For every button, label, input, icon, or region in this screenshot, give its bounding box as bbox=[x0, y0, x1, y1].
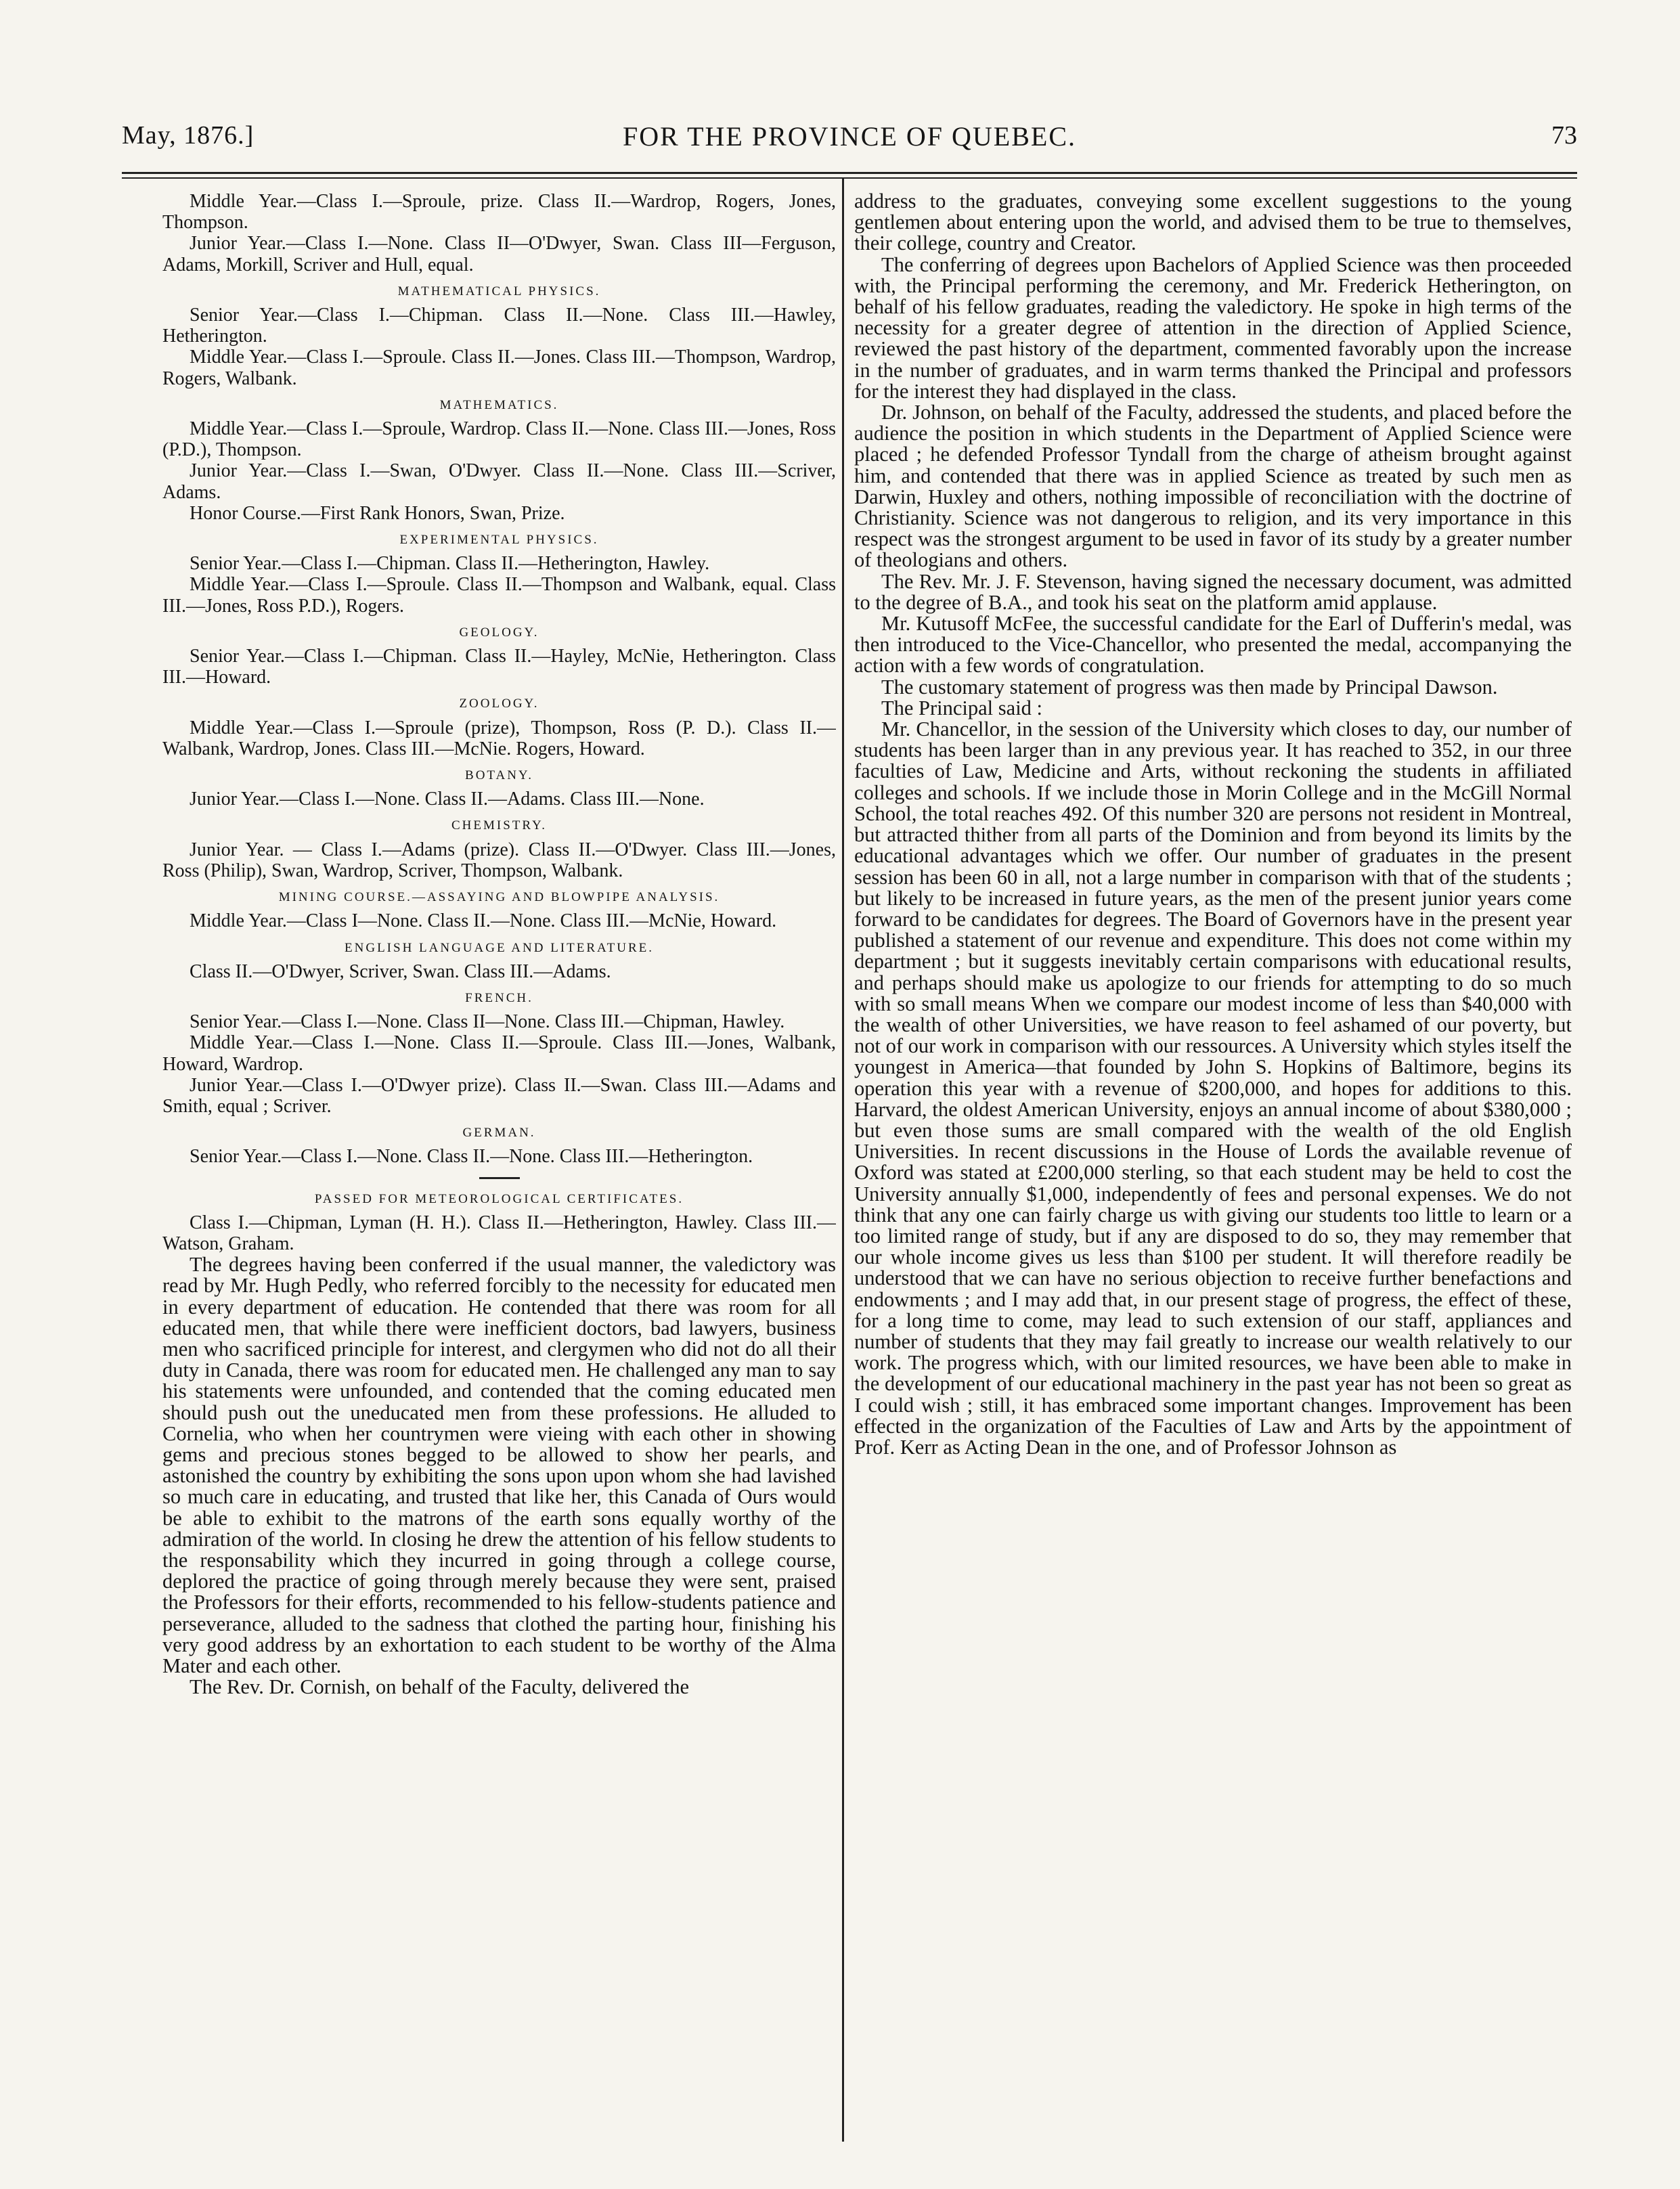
header-rule-thin bbox=[122, 177, 1577, 179]
paragraph: Mr. Chancellor, in the session of the University which closes to day, our number of students has been larger than in any previous year. It has reached to 352, in our three faculties of Law, Medicine and Arts, without reckoning the students in affiliated colleges and schools. If we include those in Morin College and in the McGill Normal School, the total reaches 492. Of this number 320 are persons not resident in Montreal, but attracted thither from all parts of the Dominion and from beyond its limits by the educational advantages which we offer. Our number of graduates in the present session has been 60 in all, not a large number in comparison with that of the students ; but likely to be increased in future years, as the men of the present junior years come forward to be candidates for degrees. The Board of Governors have in the present year published a statement of our revenue and expenditure. This does not come within my department ; but it suggests inevitably certain comparisons with educational results, and perhaps should make us apologize to our friends for attempting to do so much with so small means When we compare our modest income of less than $40,000 with the wealth of other Universities, we have reason to feel ashamed of our poverty, but not of our work in comparison with our ressources. A University which styles itself the youngest in America—that founded by John S. Hopkins of Baltimore, begins its operation this year with a revenue of $200,000, and hopes for additions to this. Harvard, the oldest American University, enjoys an annual income of about $380,000 ; but even those sums are small compared with the wealth of the old English Universities. In recent discussions in the House of Lords the available revenue of Oxford was stated at £200,000 sterling, so that each student may be held to cost the University annually $1,000, independently of fees and personal expenses. We do not think that any one can fairly charge us with giving our students too little to learn or a too limited range of study, but if any are disposed to do so, they may remember that our whole income gives us less than $100 per student. It will therefore readily be understood that we can have no serious objection to receive further benefactions and endowments ; and I may add that, in our present stage of progress, the effect of these, for a long time to come, may lead to such extension of our staff, appliances and number of students that they may fail greatly to increase our wealth relatively to our work. The progress which, with our limited resources, we have been able to make in the development of our educational machinery in the past year has not been so great as I could wish ; still, it has embraced some important changes. Improvement has been effected in the organization of the Faculties of Law and Arts by the appointment of Prof. Kerr as Acting Dean in the one, and of Professor Johnson as bbox=[854, 717, 1572, 1459]
class-list-entry: Junior Year.—Class I.—Swan, O'Dwyer. Class II.—None. Class III.—Scriver, Adams. bbox=[162, 460, 836, 503]
class-list-entry: Middle Year.—Class I.—None. Class II.—Sproule. Class III.—Jones, Walbank, Howard, Wardrop. bbox=[162, 1032, 836, 1075]
section-subheading: FRENCH. bbox=[465, 990, 533, 1005]
header-rule bbox=[122, 172, 1577, 174]
page-number: 73 bbox=[1551, 121, 1577, 150]
class-list-entry: Class II.—O'Dwyer, Scriver, Swan. Class III.—Adams. bbox=[190, 960, 611, 982]
running-header bbox=[122, 120, 1577, 161]
header-date: May, 1876.] bbox=[122, 121, 255, 150]
class-list-entry: Middle Year.—Class I—None. Class II.—None. Class III.—McNie, Howard. bbox=[190, 910, 777, 932]
section-subheading: MATHEMATICS. bbox=[439, 397, 559, 412]
column-divider bbox=[842, 179, 844, 2142]
section-subheading: MINING COURSE.—ASSAYING AND BLOWPIPE ANALYSIS. bbox=[278, 890, 720, 905]
paragraph: The conferring of degrees upon Bachelors of Applied Science was then proceeded with, the Principal performing the ceremony, and Mr. Frederick Hetherington, on behalf of his fellow graduates, reading the valedictory. He spoke in high terms of the necessity for a greater degree of attention in the direction of Applied Science, reviewed the past history of the department, commented favorably upon the increase in the number of graduates, and in warm terms thanked the Principal and professors for the interest they had displayed in the class. bbox=[854, 252, 1572, 403]
section-subheading: GEOLOGY. bbox=[459, 625, 539, 640]
class-list-entry: Senior Year.—Class I.—Chipman. Class II.—Hetherington, Hawley. bbox=[190, 553, 710, 575]
class-list-entry: Honor Course.—First Rank Honors, Swan, Prize. bbox=[190, 502, 565, 524]
class-list-entry: Middle Year.—Class I.—Sproule. Class II.—Jones. Class III.—Thompson, Wardrop, Rogers, Walbank. bbox=[162, 347, 836, 389]
class-list-entry: Senior Year.—Class I.—Chipman. Class II.—None. Class III.—Hawley, Hetherington. bbox=[162, 305, 836, 347]
section-subheading: EXPERIMENTAL PHYSICS. bbox=[399, 533, 599, 548]
section-subheading: ENGLISH LANGUAGE AND LITERATURE. bbox=[345, 940, 654, 955]
class-list-entry: Middle Year.—Class I.—Sproule (prize), Thompson, Ross (P. D.). Class II.—Walbank, Wardrop, Jones. Class III.—McNie. Rogers, Howard. bbox=[162, 717, 836, 759]
paragraph: address to the graduates, conveying some excellent suggestions to the young gentlemen about entering upon the world, and advised them to be true to themselves, their college, country and Creator. bbox=[854, 191, 1572, 255]
paragraph: The customary statement of progress was then made by Principal Dawson. bbox=[881, 675, 1498, 699]
section-subheading: GERMAN. bbox=[462, 1126, 536, 1141]
paragraph: The Principal said : bbox=[881, 696, 1043, 720]
class-list-entry: Junior Year.—Class I.—O'Dwyer prize). Class II.—Swan. Class III.—Adams and Smith, equal ; Scriver. bbox=[162, 1074, 836, 1117]
class-list-entry: Class I.—Chipman, Lyman (H. H.). Class II.—Hetherington, Hawley. Class III.—Watson, Graham. bbox=[162, 1212, 836, 1254]
section-subheading: PASSED FOR METEOROLOGICAL CERTIFICATES. bbox=[314, 1191, 684, 1206]
class-list-entry: Junior Year. — Class I.—Adams (prize). Class II.—O'Dwyer. Class III.—Jones, Ross (Philip), Swan, Wardrop, Scriver, Thompson, Walbank. bbox=[162, 839, 836, 881]
class-list-entry: Junior Year.—Class I.—None. Class II—O'Dwyer, Swan. Class III—Ferguson, Adams, Morkill, Scriver and Hull, equal. bbox=[162, 233, 836, 275]
header-title: FOR THE PROVINCE OF QUEBEC. bbox=[623, 121, 1076, 152]
class-list-entry: Middle Year.—Class I.—Sproule, Wardrop. Class II.—None. Class III.—Jones, Ross (P.D.), Thompson. bbox=[162, 418, 836, 461]
class-list-entry: Middle Year.—Class I.—Sproule, prize. Class II.—Wardrop, Rogers, Jones, Thompson. bbox=[162, 191, 836, 234]
paragraph: The degrees having been conferred if the usual manner, the valedictory was read by Mr. Hugh Pedly, who referred forcibly to the necessity for educated men in every department of education. He contended that there was room for all educated men, that while there were inefficient doctors, bad lawyers, business men who sacrificed principle for interest, and clergymen who did not do all their duty in Canada, there was room for educated men. He challenged any man to say his statements were unfounded, and contended that the coming educated men should push out the uneducated men from these professions. He alluded to Cornelia, who when her countrymen were vieing with each other in showing gems and precious stones begged to be allowed to show her pearls, and astonished the country by exhibiting the sons upon upon whom she had lavished so much care in educating, and trusted that like her, this Canada of Ours would be able to exhibit to the matrons of the earth sons equally worthy of the admiration of the world. In closing he drew the attention of his fellow students to the responsability which they incurred in going through a college course, deplored the practice of going through merely because they were sent, praised the Professors for their efforts, recommended to his fellow-students patience and perseverance, alluded to the sadness that clothed the parting hour, finishing his very good address by an exhortation to each student to be worthy of the Alma Mater and each other. bbox=[162, 1253, 836, 1677]
section-subheading: CHEMISTRY. bbox=[451, 818, 548, 833]
right-column bbox=[854, 191, 1572, 2147]
paragraph: Dr. Johnson, on behalf of the Faculty, addressed the students, and placed before the audience the position in which students in the Department of Applied Science were placed ; he defended Professor Tyndall from the charge of atheism brought against him, and contended that there was in applied Science as treated by such men as Darwin, Huxley and others, nothing impossible of reconciliation with the doctrine of Christianity. Science was not dangerous to religion, and its very importance in this respect was the strongest argument to be used in favor of its study by a greater number of theologians and others. bbox=[854, 401, 1572, 572]
paragraph: The Rev. Mr. J. F. Stevenson, having signed the necessary document, was admitted to the degree of B.A., and took his seat on the platform amid applause. bbox=[854, 569, 1572, 614]
paragraph: The Rev. Dr. Cornish, on behalf of the Faculty, delivered the bbox=[190, 1675, 690, 1699]
class-list-entry: Senior Year.—Class I.—Chipman. Class II.—Hayley, McNie, Hetherington. Class III.—Howard. bbox=[162, 646, 836, 688]
paragraph: Mr. Kutusoff McFee, the successful candidate for the Earl of Dufferin's medal, was then introduced to the Vice-Chancellor, who presented the medal, accompanying the action with a few words of congratulation. bbox=[854, 612, 1572, 678]
class-list-entry: Middle Year.—Class I.—Sproule. Class II.—Thompson and Walbank, equal. Class III.—Jones, Ross P.D.), Rogers. bbox=[162, 574, 836, 617]
class-list-entry: Senior Year.—Class I.—None. Class II—None. Class III.—Chipman, Hawley. bbox=[190, 1011, 785, 1033]
class-list-entry: Senior Year.—Class I.—None. Class II.—None. Class III.—Hetherington. bbox=[190, 1146, 753, 1168]
section-subheading: MATHEMATICAL PHYSICS. bbox=[397, 284, 601, 298]
class-list-entry: Junior Year.—Class I.—None. Class II.—Adams. Class III.—None. bbox=[190, 789, 705, 810]
section-subheading: BOTANY. bbox=[465, 768, 533, 783]
left-column bbox=[162, 191, 836, 2147]
section-rule bbox=[479, 1177, 520, 1179]
section-subheading: ZOOLOGY. bbox=[459, 696, 539, 711]
